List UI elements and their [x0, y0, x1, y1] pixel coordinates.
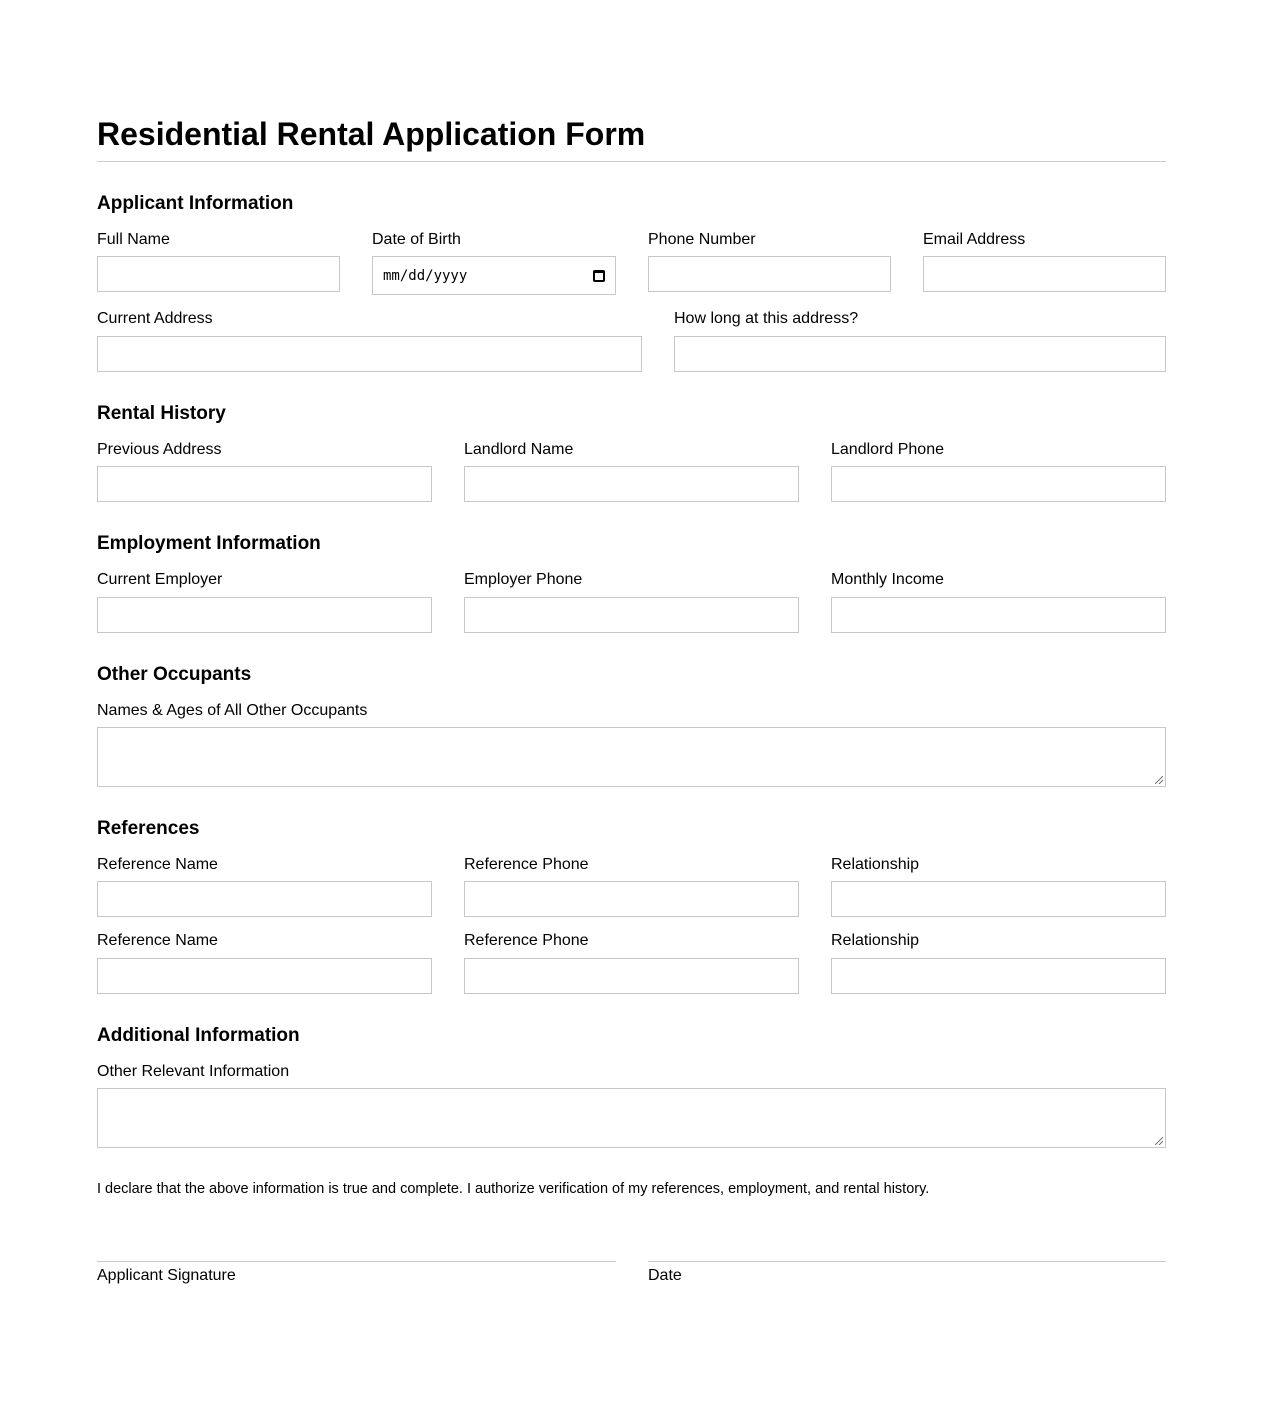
- how-long-input[interactable]: [674, 336, 1166, 372]
- applicant-signature-block: [97, 1261, 616, 1285]
- date-signature-block: [648, 1261, 1166, 1285]
- relationship-label: Relationship: [831, 932, 920, 949]
- signature-line: [97, 1261, 616, 1262]
- date-of-birth-field: [372, 231, 616, 284]
- how-long-field: [674, 310, 1166, 328]
- reference-1-name-field: [97, 856, 432, 874]
- reference-1-phone-input[interactable]: [464, 881, 799, 917]
- occupants-label: Names & Ages of All Other Occupants: [97, 702, 368, 719]
- employer-phone-label: Employer Phone: [464, 571, 583, 588]
- reference-phone-label: Reference Phone: [464, 932, 589, 949]
- monthly-income-label: Monthly Income: [831, 571, 944, 588]
- date-line: [648, 1261, 1166, 1262]
- employer-phone-field: [464, 571, 799, 589]
- reference-1-phone-field: [464, 856, 799, 874]
- reference-2-relationship-input[interactable]: [831, 958, 1166, 994]
- reference-name-label: Reference Name: [97, 932, 218, 949]
- other-info-label: Other Relevant Information: [97, 1063, 290, 1080]
- current-address-input[interactable]: [97, 336, 642, 372]
- current-employer-label: Current Employer: [97, 571, 223, 588]
- employer-phone-input[interactable]: [464, 597, 799, 633]
- title-divider: [97, 161, 1166, 162]
- reference-2-name-field: [97, 932, 432, 950]
- reference-1-name-input[interactable]: [97, 881, 432, 917]
- resize-grip-icon[interactable]: [1155, 1137, 1163, 1145]
- full-name-label: Full Name: [97, 231, 170, 248]
- calendar-icon[interactable]: [593, 270, 605, 282]
- section-title-rental-history: Rental History: [97, 403, 226, 424]
- monthly-income-input[interactable]: [831, 597, 1166, 633]
- page-title: Residential Rental Application Form: [97, 116, 646, 152]
- email-address-input[interactable]: [923, 256, 1166, 292]
- landlord-name-input[interactable]: [464, 466, 799, 502]
- phone-number-field: [648, 231, 891, 249]
- date-placeholder: mm/dd/yyyy: [383, 267, 468, 284]
- date-of-birth-input[interactable]: [372, 256, 616, 295]
- landlord-phone-input[interactable]: [831, 466, 1166, 502]
- reference-2-phone-input[interactable]: [464, 958, 799, 994]
- section-title-applicant: Applicant Information: [97, 193, 294, 214]
- resize-grip-icon[interactable]: [1155, 776, 1163, 784]
- how-long-label: How long at this address?: [674, 310, 859, 327]
- previous-address-input[interactable]: [97, 466, 432, 502]
- landlord-name-field: [464, 441, 799, 459]
- reference-1-relationship-field: [831, 856, 1166, 874]
- reference-phone-label: Reference Phone: [464, 856, 589, 873]
- reference-1-relationship-input[interactable]: [831, 881, 1166, 917]
- current-employer-input[interactable]: [97, 597, 432, 633]
- occupants-textarea[interactable]: [97, 727, 1166, 787]
- current-employer-field: [97, 571, 432, 589]
- section-title-employment: Employment Information: [97, 533, 321, 554]
- landlord-phone-label: Landlord Phone: [831, 441, 944, 458]
- full-name-input[interactable]: [97, 256, 340, 292]
- relationship-label: Relationship: [831, 856, 920, 873]
- applicant-signature-label: Applicant Signature: [97, 1267, 236, 1284]
- current-address-label: Current Address: [97, 310, 213, 327]
- section-title-additional: Additional Information: [97, 1025, 300, 1046]
- previous-address-field: [97, 441, 432, 459]
- current-address-field: [97, 310, 642, 328]
- section-title-occupants: Other Occupants: [97, 664, 252, 685]
- reference-2-name-input[interactable]: [97, 958, 432, 994]
- monthly-income-field: [831, 571, 1166, 589]
- landlord-phone-field: [831, 441, 1166, 459]
- reference-name-label: Reference Name: [97, 856, 218, 873]
- other-info-textarea[interactable]: [97, 1088, 1166, 1148]
- date-of-birth-label: Date of Birth: [372, 231, 461, 248]
- phone-number-input[interactable]: [648, 256, 891, 292]
- occupants-field: [97, 702, 1166, 720]
- email-address-field: [923, 231, 1166, 249]
- other-info-field: [97, 1063, 1166, 1081]
- previous-address-label: Previous Address: [97, 441, 222, 458]
- full-name-field: [97, 231, 340, 249]
- declaration-text: I declare that the above information is true and complete. I authorize verification of my references, employment, and rental history.: [97, 1181, 930, 1197]
- email-address-label: Email Address: [923, 231, 1026, 248]
- section-title-references: References: [97, 818, 200, 839]
- phone-number-label: Phone Number: [648, 231, 756, 248]
- reference-2-relationship-field: [831, 932, 1166, 950]
- landlord-name-label: Landlord Name: [464, 441, 574, 458]
- date-label: Date: [648, 1267, 682, 1284]
- reference-2-phone-field: [464, 932, 799, 950]
